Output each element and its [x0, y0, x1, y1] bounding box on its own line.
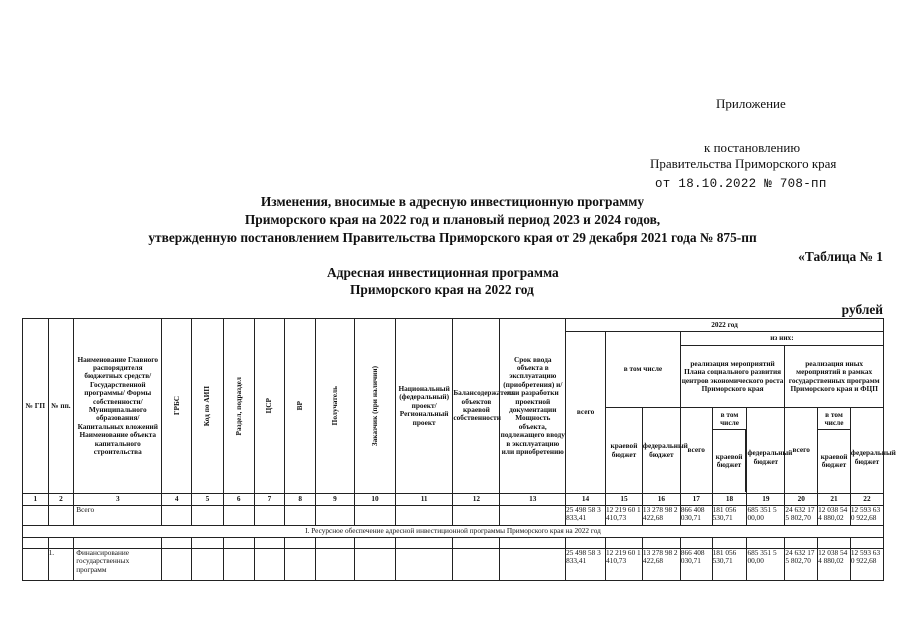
header-vr: ВР: [285, 319, 316, 494]
header-plan-incl: в том числе краевой бюджет: [712, 408, 747, 494]
header-federal-budget: федеральный бюджет: [642, 408, 680, 494]
table-row: 1. Финансирование государственных программ 25 498 58 3 833,41 12 219 60 1 410,73 13 278 98 2 422,68 866 408 030,71 181 056 530,71 685 351 5 00,00 24 632 17 5 802,70 12 038 54 4 880,02 12 593 63 0 922,68: [23, 549, 884, 581]
row-name: Финансирование государственных программ: [74, 549, 162, 581]
header-balance-holder: Балансодержатель объектов краевой собственности: [453, 319, 500, 494]
header-deadline: Срок ввода объекта в эксплуатацию (приобретения) и/или разработки проектной документации Мощность объекта, подлежащего вводу в эксплуатацию или приобретению: [500, 319, 566, 494]
government-label: Правительства Приморского края: [650, 156, 837, 171]
header-national-project: Национальный (федеральный) проект/ Региональный проект: [395, 319, 452, 494]
subtitle-line-1: Адресная инвестиционная программа: [327, 265, 559, 280]
header-plan-federal: федеральный бюджет: [747, 408, 785, 494]
header-kod-aip: Код по АИП: [192, 319, 224, 494]
document-title-line-1: Изменения, вносимые в адресную инвестиционную программу: [260, 194, 645, 209]
header-customer: Заказчик (при наличии): [354, 319, 395, 494]
header-fcp-federal: федеральный бюджет: [850, 408, 883, 494]
header-total: всего: [566, 332, 606, 494]
header-plan-total: всего: [680, 408, 712, 494]
header-plan-centers: реализация мероприятий Плана социального развития центров экономического роста Приморского края: [680, 346, 785, 408]
header-2022: 2022 год: [566, 319, 884, 332]
to-resolution-label: к постановлению: [704, 140, 801, 155]
column-numbers-row: 1 2 3 4 5 6 7 8 9 10 11 12 13 14 15 16 17 18 19 20 21 22: [23, 494, 884, 506]
subtitle-line-2: Приморского края на 2022 год: [350, 282, 534, 297]
resolution-reference: от 18.10.2022 № 708-пп: [655, 177, 827, 191]
header-grbs: ГРБС: [162, 319, 192, 494]
section-label: I. Ресурсное обеспечение адресной инвестиционной программы Приморского края на 2022 год: [23, 526, 884, 538]
document-title-line-3: утвержденную постановлением Правительства Приморского края от 29 декабря 2021 года № 875-пп: [148, 230, 757, 245]
header-fcp-incl: в том числе краевой бюджет: [818, 408, 851, 494]
total-label: Всего: [74, 506, 162, 526]
header-regional-budget: краевой бюджет: [606, 408, 643, 494]
table-number-label: «Таблица № 1: [798, 249, 883, 264]
header-csr: ЦСР: [254, 319, 285, 494]
header-including: в том числе: [606, 332, 681, 408]
header-pp: № пп.: [48, 319, 74, 494]
total-row: Всего 25 498 58 3 833,41 12 219 60 1 410,73 13 278 98 2 422,68 866 408 030,71 181 056 530,71 685 351 5 00,00 24 632 17 5 802,70 12 038 54 4 880,02 12 593 63 0 922,68: [23, 506, 884, 526]
section-row: [23, 526, 884, 538]
header-razdel: Раздел, подраздел: [223, 319, 254, 494]
currency-unit: рублей: [841, 302, 883, 317]
header-of-them: из них:: [680, 332, 883, 346]
header-fcp-total: всего: [785, 408, 818, 494]
header-recipient: Получатель: [316, 319, 355, 494]
header-name: Наименование Главного распорядителя бюджетных средств/Государственной программы/ Формы собственности/Муниципального образования/Капитальных вложений Наименование объекта капитального строительства: [74, 319, 162, 494]
investment-program-table: [22, 318, 896, 581]
header-fcp: реализация иных мероприятий в рамках государственных программ Приморского края и ФЦП: [785, 346, 884, 408]
header-gp: № ГП: [23, 319, 49, 494]
appendix-label: Приложение: [716, 96, 786, 111]
document-title-line-2: Приморского края на 2022 год и плановый период 2023 и 2024 годов,: [244, 212, 661, 227]
